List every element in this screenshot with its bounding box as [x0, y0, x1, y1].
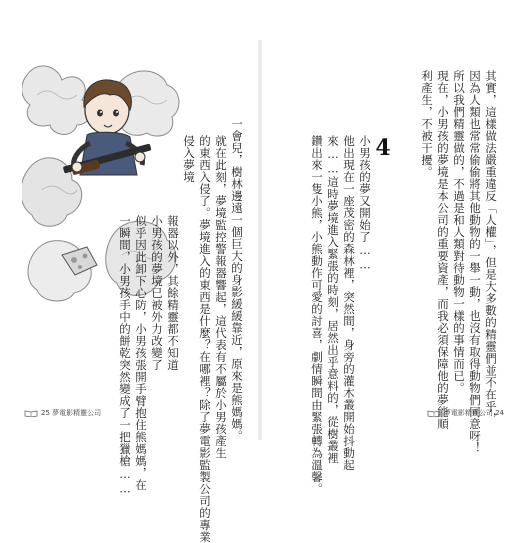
left-text-column-3: 的東西入侵了。夢境進入的東西是什麼？在哪裡？除了夢電影監製公司的專業 [198, 135, 212, 543]
right-text-column-9: 鑽出來一隻小熊，小熊動作可愛的討喜，劇情瞬間由緊張轉為溫馨。 [310, 135, 324, 495]
left-text-column-7: 似乎因此卸下心防，小男孩張開手臂抱住熊媽媽，在 [134, 215, 148, 491]
left-text-column-2: 就在此刻，夢境監控警報器響起，這代表有不屬於小男孩產生 [214, 135, 228, 459]
right-text-column-4: 現在，小男孩的夢境是本公司的重要資產，而我必須保障他的夢能順 [436, 70, 450, 430]
chapter-number: 4 [375, 135, 391, 161]
right-text-column-5: 利產生，不被干擾。 [420, 70, 434, 178]
right-text-column-2: 因為人類也常常偷偷將其他動物的一舉一動，也沒有取得動物們同意呀！ [468, 70, 482, 454]
right-text-column-6: 小男孩的夢又開始了…… [358, 135, 372, 272]
left-text-column-1: 一會兒，樹林邊遠一個巨大的身影緩緩靠近，原來是熊媽媽。 [230, 118, 244, 442]
book-icon [427, 410, 441, 417]
book-icon [24, 410, 38, 417]
right-footer [427, 408, 504, 418]
left-page [0, 0, 258, 543]
left-footer [24, 408, 101, 418]
right-footer-text: 夢電影精靈公司 24 [443, 409, 504, 417]
left-footer-text: 25 夢電影精靈公司 [41, 409, 102, 417]
left-text-column-6: 小男孩的夢境已被外力改變了 [150, 215, 164, 371]
right-text-column-7: 他出現在一座茂密的森林裡，突然間，身旁的灌木叢開始抖動起 [342, 135, 356, 471]
left-text-column-8: 一瞬間，小男孩手中的餅乾突然變成了一把獵槍…… [118, 215, 132, 496]
right-text-column-1: 其實，這樣做法嚴重違反「人權」，但是大多數的精靈們並不在乎， [484, 70, 498, 425]
right-text-column-8: 來……這時夢境進入緊張的時刻，居然出乎意料的，從樹叢裡 [326, 135, 340, 464]
left-text-column-4: 侵入夢境 [182, 135, 196, 183]
left-text-column-5: 報器以外，其餘精靈都不知道 [166, 215, 180, 371]
right-text-column-3: 所以我們精靈做的，不過是和人類對待動物一樣的事情而已。 [452, 70, 466, 394]
right-page [262, 0, 520, 500]
